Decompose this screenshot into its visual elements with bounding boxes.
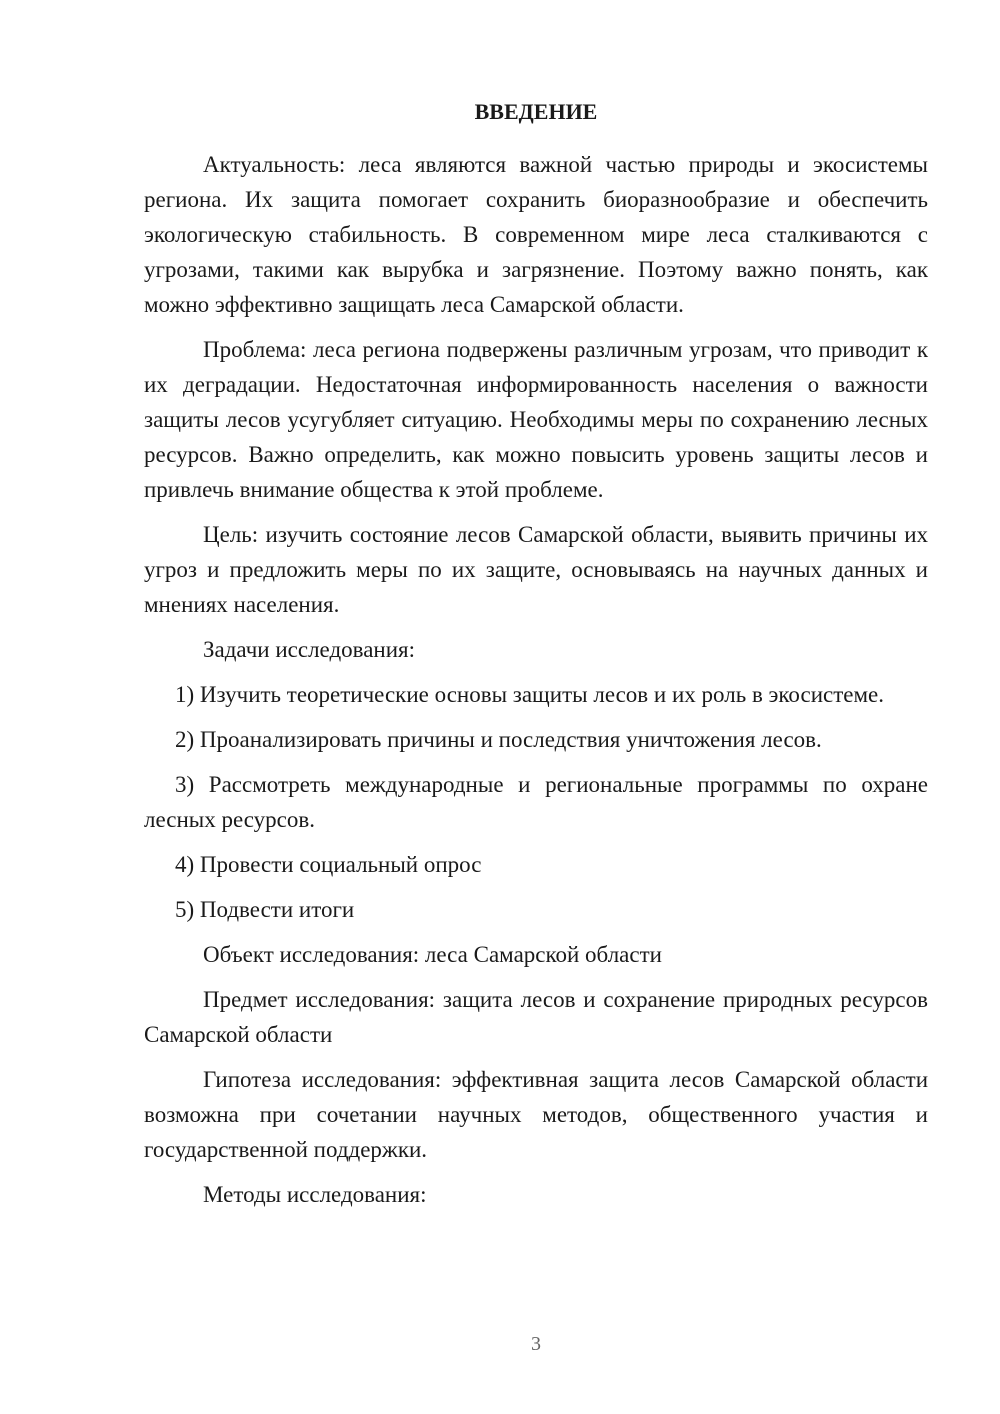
paragraph-subject: Предмет исследования: защита лесов и сохранение природных ресурсов Самарской области — [144, 987, 928, 1047]
document-page — [144, 94, 928, 1222]
paragraph-relevance: Актуальность: леса являются важной частью природы и экосистемы региона. Их защита помогает сохранить биоразнообразие и обеспечить экологическую стабильность. В современном мире леса сталкиваются с угрозами, такими как вырубка и загрязнение. Поэтому важно понять, как можно эффективно защищать леса Самарской области. — [144, 152, 928, 317]
list-item: 2) Проанализировать причины и последствия уничтожения лесов. — [175, 727, 822, 752]
paragraph-problem: Проблема: леса региона подвержены различным угрозам, что приводит к их деградации. Недостаточная информированность населения о важности защиты лесов усугубляет ситуацию. Необходимы меры по сохранению лесных ресурсов. Важно определить, как можно повысить уровень защиты лесов и привлечь внимание общества к этой проблеме. — [144, 337, 928, 502]
list-item: 5) Подвести итоги — [175, 897, 355, 922]
paragraph-methods: Методы исследования: — [203, 1182, 427, 1207]
paragraph-object: Объект исследования: леса Самарской области — [203, 942, 662, 967]
list-item: 3) Рассмотреть международные и региональные программы по охране лесных ресурсов. — [144, 772, 928, 832]
page-title: ВВЕДЕНИЕ — [474, 99, 598, 124]
paragraph-hypothesis: Гипотеза исследования: эффективная защита лесов Самарской области возможна при сочетании научных методов, общественного участия и государственной поддержки. — [144, 1067, 928, 1162]
list-item: 4) Провести социальный опрос — [175, 852, 482, 877]
list-item: 1) Изучить теоретические основы защиты лесов и их роль в экосистеме. — [175, 682, 885, 707]
page-number: 3 — [531, 1333, 541, 1355]
tasks-heading: Задачи исследования: — [203, 637, 416, 662]
paragraph-goal: Цель: изучить состояние лесов Самарской области, выявить причины их угроз и предложить меры по их защите, основываясь на научных данных и мнениях населения. — [144, 522, 928, 617]
tasks-list — [144, 677, 928, 927]
